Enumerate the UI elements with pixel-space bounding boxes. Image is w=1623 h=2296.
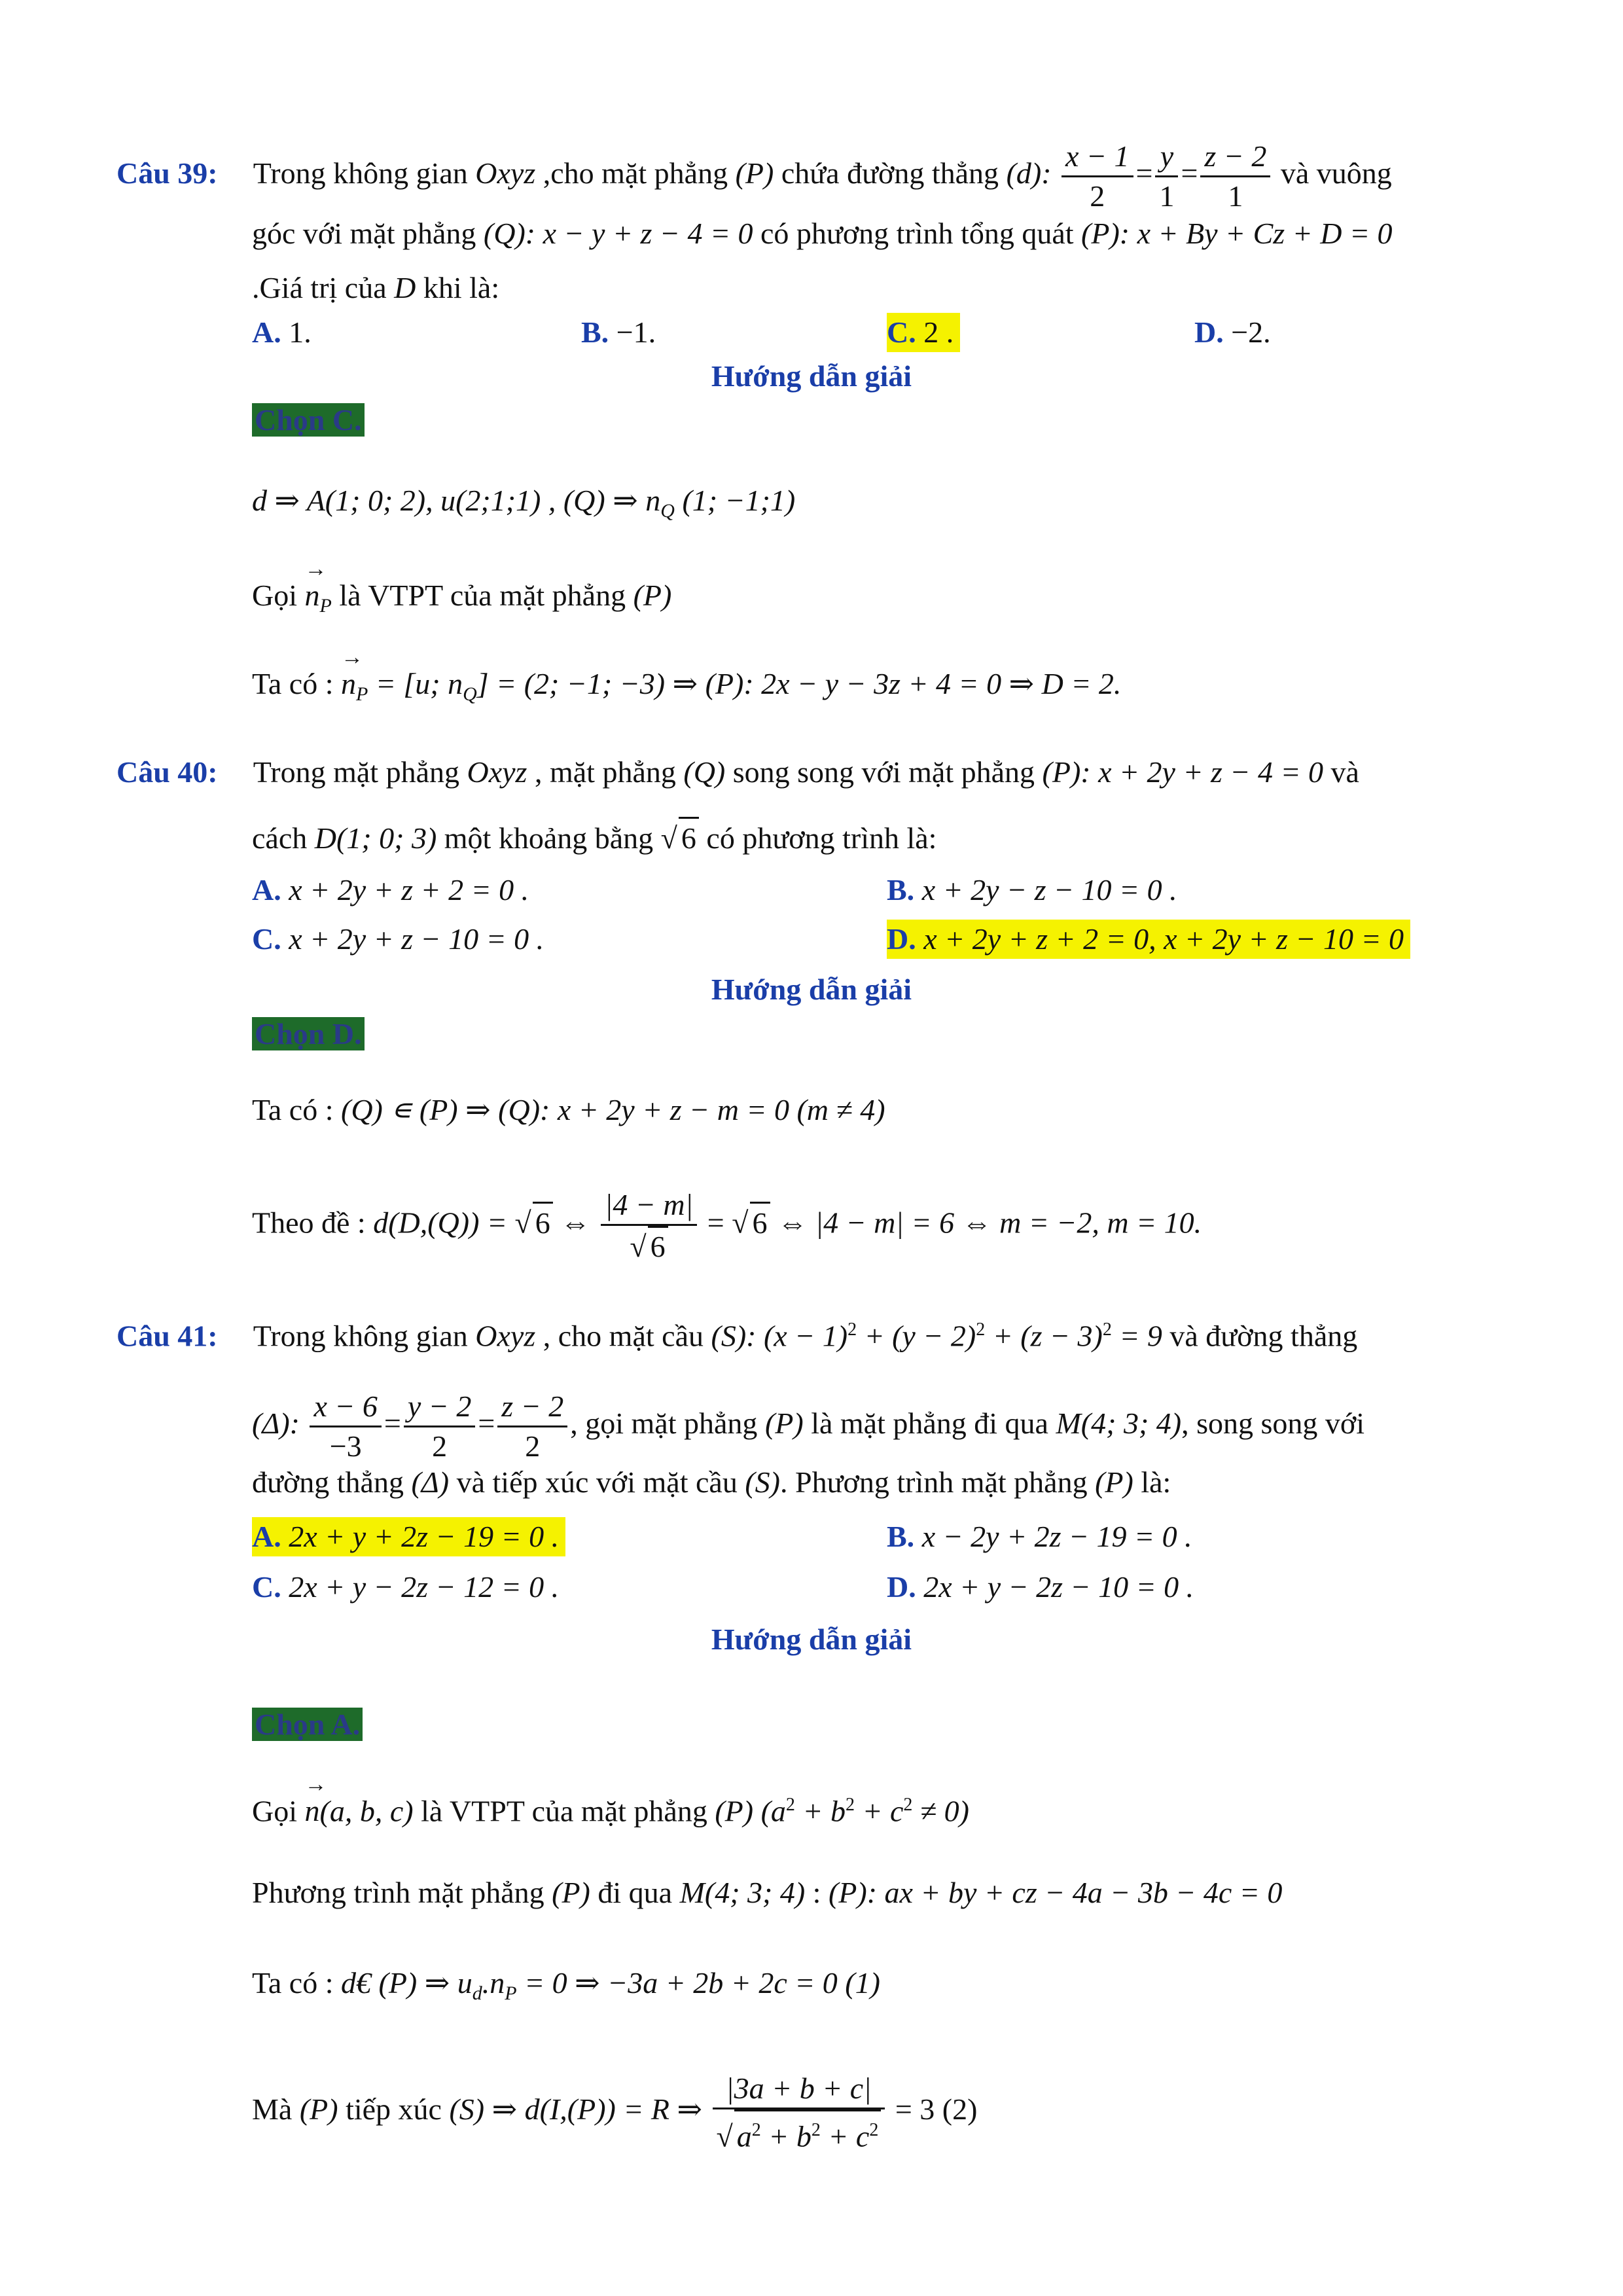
- q40-sol-text: ⇔: [552, 1206, 598, 1240]
- q41-text: và đường thẳng: [1162, 1319, 1358, 1353]
- superscript: 2: [845, 1795, 855, 1815]
- normal-vector: → n: [305, 1791, 320, 1831]
- q41-frac-y: [404, 1388, 475, 1465]
- q41-text: đường thẳng: [252, 1465, 412, 1499]
- option-text: x + 2y + z + 2 = 0, x + 2y + z − 10 = 0: [916, 922, 1404, 956]
- q39-plane-p: (P): [735, 156, 774, 190]
- q40-option-d[interactable]: [887, 920, 1410, 959]
- sqrt-value: 6: [533, 1202, 553, 1243]
- q41-sol-text: = 0 ⇒ −3a + 2b + 2c = 0 (1): [516, 1966, 880, 2000]
- option-text: 1.: [281, 315, 312, 349]
- q41-sphere: + (y − 2): [857, 1319, 976, 1353]
- frac-den: 2: [525, 1429, 541, 1463]
- q40-sol1: [252, 1090, 885, 1130]
- option-text: 2x + y − 2z − 10 = 0 .: [916, 1570, 1194, 1604]
- sqrt-value: 6: [679, 817, 699, 858]
- q41-plane-eq: (P): ax + by + cz − 4a − 3b − 4c = 0: [828, 1876, 1283, 1909]
- frac-num: z − 2: [501, 1390, 564, 1423]
- option-key: B.: [887, 873, 915, 906]
- frac-den: + c: [820, 2119, 870, 2153]
- q40-text: một khoảng bằng: [437, 821, 661, 855]
- q41-text: là:: [1133, 1465, 1171, 1499]
- q40-text: và: [1323, 755, 1359, 789]
- q41-sol-text: Gọi: [252, 1794, 305, 1828]
- q41-option-d[interactable]: [887, 1568, 1194, 1607]
- q41-text: là mặt phẳng đi qua: [803, 1407, 1056, 1441]
- q39-text: khi là:: [416, 271, 500, 304]
- q40-option-a[interactable]: [252, 870, 529, 910]
- q41-option-a[interactable]: [252, 1517, 565, 1556]
- option-key: A.: [252, 315, 281, 349]
- frac-den: a: [736, 2119, 752, 2153]
- frac-num: x − 6: [313, 1390, 378, 1423]
- option-text: x + 2y + z + 2 = 0 .: [281, 873, 529, 906]
- q41-text: , cho mặt cầu: [535, 1319, 711, 1353]
- q39-text: Trong không gian: [253, 156, 476, 190]
- frac-den: 2: [432, 1429, 448, 1463]
- q40-distance-frac: $\frac{|4 - m|}{√ 6}$: [601, 1186, 698, 1266]
- option-text: −2.: [1223, 315, 1271, 349]
- option-key: D.: [887, 1570, 916, 1604]
- q40-line2: cách D(1; 0; 3) một khoảng bằng √ 6 có phương trình là:: [252, 817, 936, 858]
- q41-text: Trong không gian: [253, 1319, 476, 1353]
- q41-sphere-s: (S): [745, 1465, 780, 1499]
- frac-den: + b: [760, 2119, 812, 2153]
- q39-text: có phương trình tổng quát: [753, 217, 1082, 250]
- q41-sphere: (S): (x − 1): [711, 1319, 848, 1353]
- q41-sphere: + (z − 3): [985, 1319, 1103, 1353]
- q41-sol-text: + c: [854, 1794, 904, 1828]
- q41-plane-p: (P): [552, 1876, 590, 1909]
- frac-den: 2: [1090, 179, 1105, 213]
- q39-text: và vuông: [1273, 156, 1392, 190]
- q39-text: .Giá trị của: [252, 271, 395, 304]
- q39-option-b[interactable]: [581, 313, 656, 352]
- option-text: x + 2y − z − 10 = 0 .: [914, 873, 1177, 906]
- q41-sol-text: Ta có :: [252, 1966, 342, 2000]
- frac-den: −3: [329, 1429, 362, 1463]
- q40-text: song song với mặt phẳng: [725, 755, 1043, 789]
- subscript: P: [319, 595, 332, 617]
- option-key: A.: [252, 1520, 281, 1553]
- q41-sol-text: :: [805, 1876, 829, 1909]
- q41-sphere-s: (S): [449, 2092, 485, 2126]
- q41-sol-text: d€ (P) ⇒ u: [341, 1966, 473, 2000]
- q39-option-c[interactable]: [887, 313, 960, 352]
- q41-sol-text: + b: [794, 1794, 846, 1828]
- q41-sol-text: tiếp xúc: [338, 2092, 450, 2126]
- frac-num: y − 2: [407, 1390, 472, 1423]
- q40-choose: [252, 1014, 365, 1054]
- q39-sol-text: d ⇒ A(1; 0; 2), u(2;1;1) , (Q) ⇒ n: [252, 484, 661, 517]
- option-text: 2x + y + 2z − 19 = 0 .: [281, 1520, 560, 1553]
- q41-choose: [252, 1705, 363, 1744]
- q41-sol-text: ≠ 0): [912, 1794, 969, 1828]
- q41-frac-z: [497, 1388, 567, 1465]
- q40-sol2: Theo đề : d(D,(Q)) = √ 6 ⇔ $\frac{|4 - m|}{√ 6}$ = √ 6 ⇔ |4 − m| = 6 ⇔ m = −2, m = 10.: [252, 1186, 1202, 1266]
- superscript: 2: [785, 1795, 795, 1815]
- q41-sol-text: Mà: [252, 2092, 300, 2126]
- q40-guide-heading: Hướng dẫn giải: [711, 973, 912, 1006]
- q41-option-b[interactable]: [887, 1517, 1192, 1556]
- subscript: d: [472, 1982, 482, 2005]
- q41-plane-p: (P): [299, 2092, 338, 2126]
- q41-line1: [116, 1310, 1357, 1355]
- q41-line2: (Δ): $\frac{x - 6}{-3}$ = $\frac{y - 2}{2}$ = $\frac{z - 2}{2}$ , gọi mặt phẳng (P) là mặt phẳng đi qua M(4; 3; 4), song song với: [252, 1388, 1364, 1465]
- q40-sol-text: d(D,(Q)) =: [373, 1206, 515, 1240]
- q39-sol-text: (1; −1;1): [674, 484, 796, 517]
- q41-sol2: [252, 1873, 1282, 1912]
- frac-num: x − 1: [1065, 139, 1130, 173]
- option-key: D.: [1194, 315, 1224, 349]
- option-key: C.: [887, 315, 916, 349]
- q39-line-d: (d):: [1006, 156, 1052, 190]
- q40-line1: [116, 753, 1359, 792]
- q41-line-delta: (Δ): [411, 1465, 450, 1499]
- q39-plane-p-eq: (P): x + By + Cz + D = 0: [1081, 217, 1393, 250]
- q41-line-delta: (Δ):: [252, 1407, 300, 1441]
- q41-sol-text: (a, b, c): [319, 1794, 414, 1828]
- q40-sol-text: Theo đề :: [252, 1206, 374, 1240]
- q39-frac-z: [1200, 137, 1270, 215]
- frac-den: 1: [1228, 179, 1243, 213]
- q39-sol2: [252, 576, 671, 626]
- superscript: 2: [869, 2120, 879, 2140]
- q40-text: Trong mặt phẳng: [253, 755, 467, 789]
- q41-plane-p: (P): [764, 1407, 804, 1441]
- q41-sol-text: Phương trình mặt phẳng: [252, 1876, 552, 1909]
- q39-sol-text: Ta có :: [252, 667, 342, 700]
- q41-frac-x: [310, 1388, 381, 1465]
- superscript: 2: [811, 2120, 821, 2140]
- choose-badge: Chọn A.: [252, 1708, 363, 1741]
- superscript: 2: [1102, 1319, 1112, 1340]
- superscript: 2: [976, 1319, 986, 1340]
- q39-sol-text: Gọi: [252, 579, 305, 612]
- subscript: P: [356, 683, 368, 706]
- choose-badge: Chọn C.: [252, 403, 365, 437]
- option-text: 2x + y − 2z − 12 = 0 .: [281, 1570, 560, 1604]
- q39-var-d: D: [394, 271, 416, 304]
- q41-option-c[interactable]: [252, 1568, 559, 1607]
- option-text: x − 2y + 2z − 19 = 0 .: [914, 1520, 1192, 1553]
- option-key: C.: [252, 922, 281, 956]
- q39-option-a[interactable]: [252, 313, 312, 352]
- q41-text: . Phương trình mặt phẳng: [779, 1465, 1096, 1499]
- q40-text: cách: [252, 821, 315, 855]
- q40-option-b[interactable]: [887, 870, 1177, 910]
- q41-label: Câu 41:: [116, 1319, 218, 1353]
- q39-sol3: [252, 664, 1121, 714]
- q41-sol1: [252, 1785, 969, 1831]
- q40-sol-text: ⇔ |4 − m| = 6 ⇔ m = −2, m = 10.: [770, 1206, 1202, 1240]
- q39-text: chứa đường thẳng: [774, 156, 1007, 190]
- q41-sol-text: ⇒ d(I,(P)) = R ⇒: [484, 2092, 703, 2126]
- q39-text: ,cho mặt phẳng: [535, 156, 736, 190]
- q39-line3: [252, 268, 499, 308]
- frac-den: 6: [648, 1226, 668, 1266]
- q40-sol-text: Ta có :: [252, 1093, 342, 1126]
- superscript: 2: [903, 1795, 913, 1815]
- option-key: B.: [581, 315, 609, 349]
- q39-line2: [252, 214, 1392, 253]
- q41-sol4: [252, 2070, 977, 2155]
- q40-option-c[interactable]: [252, 920, 544, 959]
- q40-space: Oxyz: [467, 755, 527, 789]
- q41-line3: [252, 1463, 1171, 1502]
- q40-text: có phương trình là:: [698, 821, 937, 855]
- q39-line1: Câu 39: Trong không gian Oxyz ,cho mặt phẳng (P) chứa đường thẳng (d): $\frac{x - 1}{2}$ = $\frac{y}{1}$ = $\frac{z - 2}{1}$ và vuông: [116, 137, 1392, 215]
- option-text: 2 .: [916, 315, 954, 349]
- q40-point-d: D(1; 0; 3): [314, 821, 437, 855]
- q39-label: Câu 39:: [116, 156, 218, 190]
- q41-guide-heading: Hướng dẫn giải: [711, 1623, 912, 1656]
- q39-space: Oxyz: [475, 156, 536, 190]
- frac-num: z − 2: [1204, 139, 1267, 173]
- q41-sphere: = 9: [1111, 1319, 1162, 1353]
- frac-num: y: [1160, 139, 1174, 173]
- q41-text: , song song với: [1181, 1407, 1364, 1441]
- q41-sol-text: là VTPT của mặt phẳng: [413, 1794, 715, 1828]
- subscript: Q: [463, 683, 477, 706]
- q41-sol-text: (a: [753, 1794, 786, 1828]
- q39-text: góc với mặt phẳng: [252, 217, 484, 250]
- q41-text: và tiếp xúc với mặt cầu: [449, 1465, 745, 1499]
- q40-text: , mặt phẳng: [527, 755, 684, 789]
- q41-plane-p: (P): [715, 1794, 754, 1828]
- q41-distance-frac: $\frac{|3a + b + c|}{√ a^2 + b^2 + c^2}$: [713, 2070, 885, 2155]
- sqrt-value: 6: [750, 1202, 770, 1243]
- subscript: P: [505, 1982, 517, 2005]
- frac-num: |3a + b + c|: [726, 2072, 872, 2105]
- q40-sol-text: =: [700, 1206, 732, 1240]
- option-key: A.: [252, 873, 281, 906]
- q41-sol-text: .n: [482, 1966, 505, 2000]
- q41-space: Oxyz: [475, 1319, 536, 1353]
- frac-den: 1: [1159, 179, 1175, 213]
- q39-plane-p: (P): [633, 579, 672, 612]
- superscript: 2: [751, 2120, 761, 2140]
- q41-sol-text: đi qua: [590, 1876, 680, 1909]
- q39-option-d[interactable]: [1194, 313, 1271, 352]
- option-key: C.: [252, 1570, 281, 1604]
- q39-sol-text: ] = (2; −1; −3) ⇒ (P): 2x − y − 3z + 4 = 0 ⇒ D = 2.: [476, 667, 1122, 700]
- q39-plane-q: (Q): x − y + z − 4 = 0: [483, 217, 753, 250]
- q41-sol-text: = 3 (2): [887, 2092, 978, 2126]
- q40-plane-p-eq: (P): x + 2y + z − 4 = 0: [1042, 755, 1323, 789]
- q39-frac-y: [1155, 137, 1178, 215]
- q39-sol1: [252, 481, 795, 531]
- q39-sol-text: là VTPT của mặt phẳng: [331, 579, 633, 612]
- subscript: Q: [660, 500, 675, 522]
- option-text: x + 2y + z − 10 = 0 .: [281, 922, 544, 956]
- q39-guide-heading: Hướng dẫn giải: [711, 359, 912, 393]
- q41-sol3: [252, 1964, 880, 2013]
- q41-text: , gọi mặt phẳng: [570, 1407, 765, 1441]
- superscript: 2: [847, 1319, 857, 1340]
- q40-label: Câu 40:: [116, 755, 218, 789]
- normal-vector: → n: [341, 664, 356, 704]
- q39-choose: [252, 401, 365, 440]
- q40-plane-q: (Q): [683, 755, 726, 789]
- choose-badge: Chọn D.: [252, 1017, 365, 1050]
- q41-point-m: M(4; 3; 4): [679, 1876, 806, 1909]
- q41-plane-p: (P): [1095, 1465, 1133, 1499]
- option-text: −1.: [609, 315, 656, 349]
- q39-frac-x: [1061, 137, 1133, 215]
- normal-vector: → n: [305, 576, 320, 615]
- option-key: B.: [887, 1520, 915, 1553]
- q41-point-m: M(4; 3; 4): [1056, 1407, 1182, 1441]
- q39-sol-text: = [u; n: [368, 667, 463, 700]
- frac-num: |4 − m|: [604, 1188, 694, 1221]
- option-key: D.: [887, 922, 916, 956]
- q40-sol-text: (Q) ∊ (P) ⇒ (Q): x + 2y + z − m = 0 (m ≠ 4): [341, 1093, 885, 1126]
